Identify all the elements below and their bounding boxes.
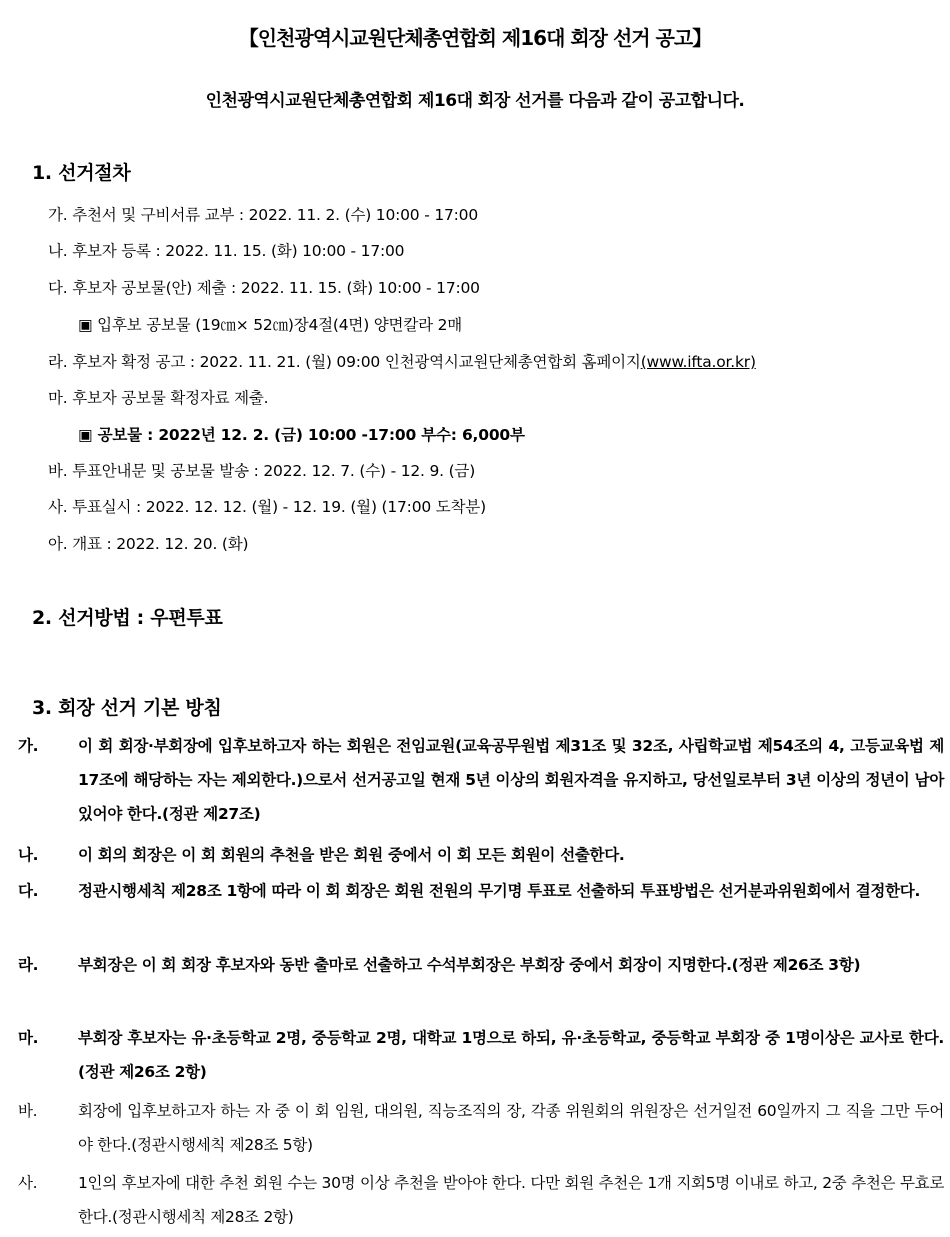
item-label: 가. [18, 737, 39, 755]
section-1-item-a: 아. 개표 : 2022. 12. 20. (화) [48, 535, 249, 553]
page-title: 【인천광역시교원단체총연합회 제16대 회장 선거 공고】 [238, 26, 712, 50]
section-3-item-na [18, 838, 944, 872]
item-text: 이 회 회장·부회장에 입후보하고자 하는 회원은 전임교원(교육공무원법 제31조 및 32조, 사립학교법 제54조의 4, 고등교육법 제17조에 해당하는 자는 제외한다.)으로서 선거공고일 현재 5년 이상의 회원자격을 유지하고, 당선일로부터 3년 이상의 정년이 남아 있어야 한다.(정관 제27조) [78, 737, 944, 823]
section-1-item-sa: 사. 투표실시 : 2022. 12. 12. (월) - 12. 19. (월) (17:00 도착분) [48, 498, 486, 516]
item-text: 정관시행세칙 제28조 1항에 따라 이 회 회장은 회원 전원의 무기명 투표로 선출하되 투표방법은 선거분과위원회에서 결정한다. [78, 882, 921, 900]
item-label: 사. [18, 1174, 38, 1192]
item-label: 라. [18, 956, 39, 974]
homepage-link[interactable]: (www.ifta.or.kr) [640, 353, 756, 371]
section-3-title: 3. 회장 선거 기본 방침 [32, 697, 222, 719]
section-1-subitem-poster: ▣ 입후보 공보물 (19㎝× 52㎝)장4절(4면) 양면칼라 2매 [78, 316, 463, 334]
item-text: 회장에 입후보하고자 하는 자 중 이 회 임원, 대의원, 직능조직의 장, 각종 위원회의 위원장은 선거일전 60일까지 그 직을 그만 두어야 한다.(정관시행세칙 제28조 5항) [78, 1102, 944, 1154]
item-text: 1인의 후보자에 대한 추천 회원 수는 30명 이상 추천을 받아야 한다. 다만 회원 추천은 1개 지회5명 이내로 하고, 2중 추천은 무효로 한다.(정관시행세칙 제28조 2항) [78, 1174, 944, 1226]
section-1-item-ra-text: 라. 후보자 확정 공고 : 2022. 11. 21. (월) 09:00 인천광역시교원단체총연합회 홈페이지 [48, 353, 641, 371]
item-text: 이 회의 회장은 이 회 회원의 추천을 받은 회원 중에서 이 회 모든 회원이 선출한다. [78, 846, 625, 864]
item-label: 나. [18, 846, 39, 864]
section-1-title: 1. 선거절차 [32, 162, 131, 184]
section-1-item-da: 다. 후보자 공보물(안) 제출 : 2022. 11. 15. (화) 10:00 - 17:00 [48, 279, 480, 297]
section-1-item-na: 나. 후보자 등록 : 2022. 11. 15. (화) 10:00 - 17:00 [48, 242, 405, 260]
section-2-title: 2. 선거방법 : 우편투표 [32, 607, 223, 629]
section-1-item-ma: 마. 후보자 공보물 확정자료 제출. [48, 389, 269, 407]
section-1-item-ba: 바. 투표안내문 및 공보물 발송 : 2022. 12. 7. (수) - 12. 9. (금) [48, 462, 476, 480]
item-label: 마. [18, 1029, 39, 1047]
section-3-item-ra [18, 948, 944, 982]
section-3-item-ga [18, 729, 944, 831]
section-1-item-ra [48, 350, 756, 372]
section-3-item-da [18, 874, 944, 908]
section-3-item-ma [18, 1021, 944, 1089]
section-1-item-ga: 가. 추천서 및 구비서류 교부 : 2022. 11. 2. (수) 10:00 - 17:00 [48, 206, 478, 224]
item-label: 다. [18, 882, 39, 900]
section-3-item-ba [18, 1094, 944, 1162]
item-text: 부회장은 이 회 회장 후보자와 동반 출마로 선출하고 수석부회장은 부회장 중에서 회장이 지명한다.(정관 제26조 3항) [78, 956, 861, 974]
item-text: 부회장 후보자는 유·초등학교 2명, 중등학교 2명, 대학교 1명으로 하되, 유·초등학교, 중등학교 부회장 중 1명이상은 교사로 한다.(정관 제26조 2항) [78, 1029, 944, 1081]
page-subtitle: 인천광역시교원단체총연합회 제16대 회장 선거를 다음과 같이 공고합니다. [205, 91, 745, 111]
section-3-item-sa [18, 1166, 944, 1234]
item-label: 바. [18, 1102, 38, 1120]
section-1-subitem-bulletin: ▣ 공보물 : 2022년 12. 2. (금) 10:00 -17:00 부수: 6,000부 [78, 426, 525, 444]
